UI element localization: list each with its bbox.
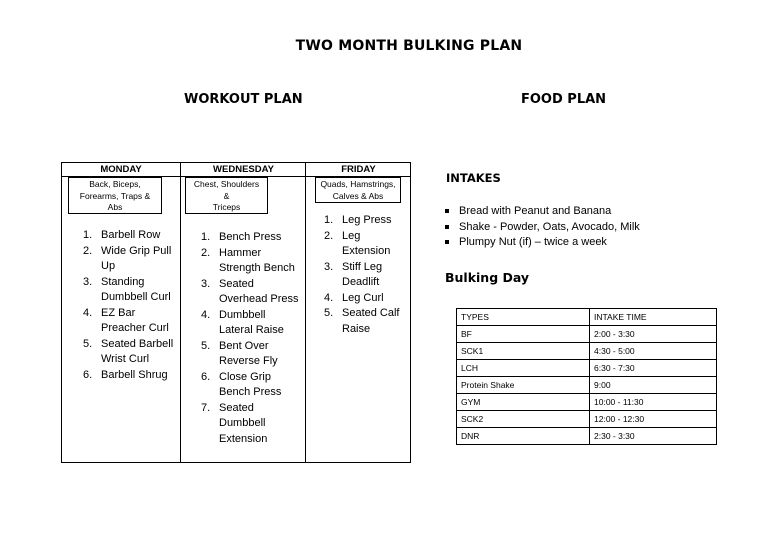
meal-type-cell: SCK2	[457, 411, 590, 428]
workout-table	[61, 162, 411, 463]
muscle-line: &	[223, 190, 230, 201]
meal-type-cell: LCH	[457, 360, 590, 377]
exercise-item	[324, 229, 410, 260]
exercise-name-line: Close Grip	[219, 370, 271, 383]
exercise-item	[83, 368, 179, 384]
food-plan-heading: FOOD PLAN	[521, 92, 607, 107]
muscle-line: Abs	[107, 202, 123, 212]
intake-item	[444, 235, 640, 251]
friday-header: FRIDAY	[306, 163, 411, 177]
meal-type-cell: DNR	[457, 428, 590, 445]
intake-time-cell: 10:00 - 11:30	[590, 394, 717, 411]
intake-item	[444, 204, 640, 220]
intake-text: Bread with Peanut and Banana	[459, 205, 612, 217]
table-row	[457, 326, 717, 343]
exercise-number: 3.	[83, 275, 93, 288]
muscle-line: Triceps	[212, 202, 241, 212]
intake-schedule-table	[456, 308, 717, 445]
exercise-item	[201, 277, 305, 308]
exercise-name-line: Standing	[101, 275, 145, 288]
exercise-number: 1.	[201, 231, 211, 243]
column-header-intake-time: INTAKE TIME	[590, 309, 717, 326]
table-row	[457, 377, 717, 394]
muscle-line: Chest, Shoulders	[193, 179, 260, 189]
meal-type-cell: SCK1	[457, 343, 590, 360]
exercise-item	[201, 230, 305, 246]
muscle-line: Back, Biceps,	[89, 179, 141, 189]
bullet-icon	[445, 209, 449, 213]
exercise-item	[201, 401, 305, 448]
table-row	[457, 428, 717, 445]
exercise-number: 5.	[201, 339, 211, 352]
wednesday-exercise-list	[201, 230, 305, 447]
exercise-name-line: Seated Calf	[342, 307, 400, 319]
intakes-heading: INTAKES	[446, 171, 501, 185]
exercise-name-line: Leg	[342, 229, 361, 242]
bullet-icon	[445, 225, 449, 229]
exercise-number: 4.	[201, 308, 211, 321]
exercise-name-line: Strength Bench	[219, 262, 295, 274]
exercise-item	[83, 228, 179, 244]
intake-time-cell: 2:00 - 3:30	[590, 326, 717, 343]
exercise-name-line: Dumbbell	[219, 417, 266, 429]
exercise-name-line: Wide Grip Pull	[101, 244, 172, 257]
exercise-number: 2.	[324, 229, 334, 242]
intake-text: Plumpy Nut (if) – twice a week	[459, 236, 607, 248]
intake-time-cell: 4:30 - 5:00	[590, 343, 717, 360]
exercise-name-line: Wrist Curl	[101, 353, 150, 365]
exercise-item	[324, 291, 410, 307]
exercise-name-line: Reverse Fly	[219, 355, 278, 367]
exercise-number: 1.	[83, 229, 93, 241]
exercise-item	[83, 244, 179, 275]
table-row	[457, 394, 717, 411]
exercise-number: 6.	[83, 368, 93, 381]
exercise-item	[324, 260, 410, 291]
exercise-item	[83, 275, 179, 306]
exercise-number: 3.	[324, 260, 334, 273]
exercise-item	[324, 306, 410, 337]
exercise-number: 1.	[324, 214, 334, 226]
page-title: TWO MONTH BULKING PLAN	[295, 38, 523, 54]
exercise-name-line: Dumbbell Curl	[101, 291, 171, 303]
column-header-types: TYPES	[457, 309, 590, 326]
exercise-name-line: Bent Over	[219, 339, 269, 352]
exercise-item	[83, 337, 179, 368]
exercise-name-line: Leg Curl	[342, 291, 384, 304]
bullet-icon	[445, 240, 449, 244]
exercise-name-line: Stiff Leg	[342, 260, 383, 273]
exercise-name-line: EZ Bar	[101, 306, 136, 319]
exercise-item	[201, 246, 305, 277]
muscle-line: Calves & Abs	[332, 190, 384, 201]
exercise-item	[324, 213, 410, 229]
intake-time-cell: 9:00	[590, 377, 717, 394]
monday-header: MONDAY	[62, 163, 180, 177]
wednesday-header: WEDNESDAY	[181, 163, 306, 177]
monday-muscle-groups	[68, 177, 162, 214]
exercise-number: 6.	[201, 370, 211, 383]
table-header-row	[457, 309, 717, 326]
table-row	[457, 411, 717, 428]
table-row	[457, 360, 717, 377]
exercise-name-line: Barbell Row	[101, 229, 161, 241]
intake-time-cell: 12:00 - 12:30	[590, 411, 717, 428]
exercise-name-line: Up	[101, 260, 116, 272]
exercise-name-line: Leg Press	[342, 214, 392, 226]
wednesday-muscle-groups	[185, 177, 268, 214]
exercise-number: 4.	[324, 291, 334, 304]
exercise-name-line: Preacher Curl	[101, 322, 169, 334]
muscle-line: Forearms, Traps &	[79, 190, 151, 201]
intake-time-cell: 2:30 - 3:30	[590, 428, 717, 445]
exercise-name-line: Dumbbell	[219, 308, 266, 321]
exercise-number: 3.	[201, 277, 211, 290]
exercise-number: 4.	[83, 306, 93, 319]
muscle-line: Quads, Hamstrings,	[320, 179, 396, 189]
exercise-number: 2.	[83, 244, 93, 257]
meal-type-cell: GYM	[457, 394, 590, 411]
exercise-name-line: Overhead Press	[219, 293, 299, 305]
monday-column	[62, 163, 180, 462]
exercise-item	[201, 339, 305, 370]
exercise-name-line: Barbell Shrug	[101, 368, 168, 381]
exercise-item	[83, 306, 179, 337]
exercise-item	[201, 308, 305, 339]
exercise-item	[201, 370, 305, 401]
intake-time-cell: 6:30 - 7:30	[590, 360, 717, 377]
workout-plan-heading: WORKOUT PLAN	[184, 92, 303, 107]
exercise-name-line: Seated	[219, 277, 254, 290]
intake-item	[444, 220, 640, 236]
meal-type-cell: BF	[457, 326, 590, 343]
exercise-name-line: Lateral Raise	[219, 324, 284, 336]
intakes-list	[444, 204, 640, 251]
exercise-number: 5.	[324, 307, 334, 319]
friday-exercise-list	[324, 213, 410, 337]
meal-type-cell: Protein Shake	[457, 377, 590, 394]
friday-column	[305, 163, 411, 462]
exercise-number: 2.	[201, 246, 211, 259]
exercise-name-line: Bench Press	[219, 231, 282, 243]
friday-muscle-groups	[315, 177, 401, 203]
exercise-name-line: Seated	[219, 401, 254, 414]
wednesday-column	[180, 163, 306, 462]
exercise-name-line: Seated Barbell	[101, 337, 174, 350]
bulking-day-heading: Bulking Day	[445, 270, 530, 285]
exercise-name-line: Raise	[342, 322, 371, 335]
exercise-name-line: Deadlift	[342, 276, 380, 288]
exercise-name-line: Extension	[342, 245, 391, 257]
monday-exercise-list	[83, 228, 179, 383]
exercise-name-line: Hammer	[219, 246, 262, 259]
exercise-number: 7.	[201, 401, 211, 414]
exercise-number: 5.	[83, 337, 93, 350]
exercise-name-line: Bench Press	[219, 386, 282, 398]
intake-text: Shake - Powder, Oats, Avocado, Milk	[459, 220, 640, 233]
exercise-name-line: Extension	[219, 432, 268, 445]
table-row	[457, 343, 717, 360]
